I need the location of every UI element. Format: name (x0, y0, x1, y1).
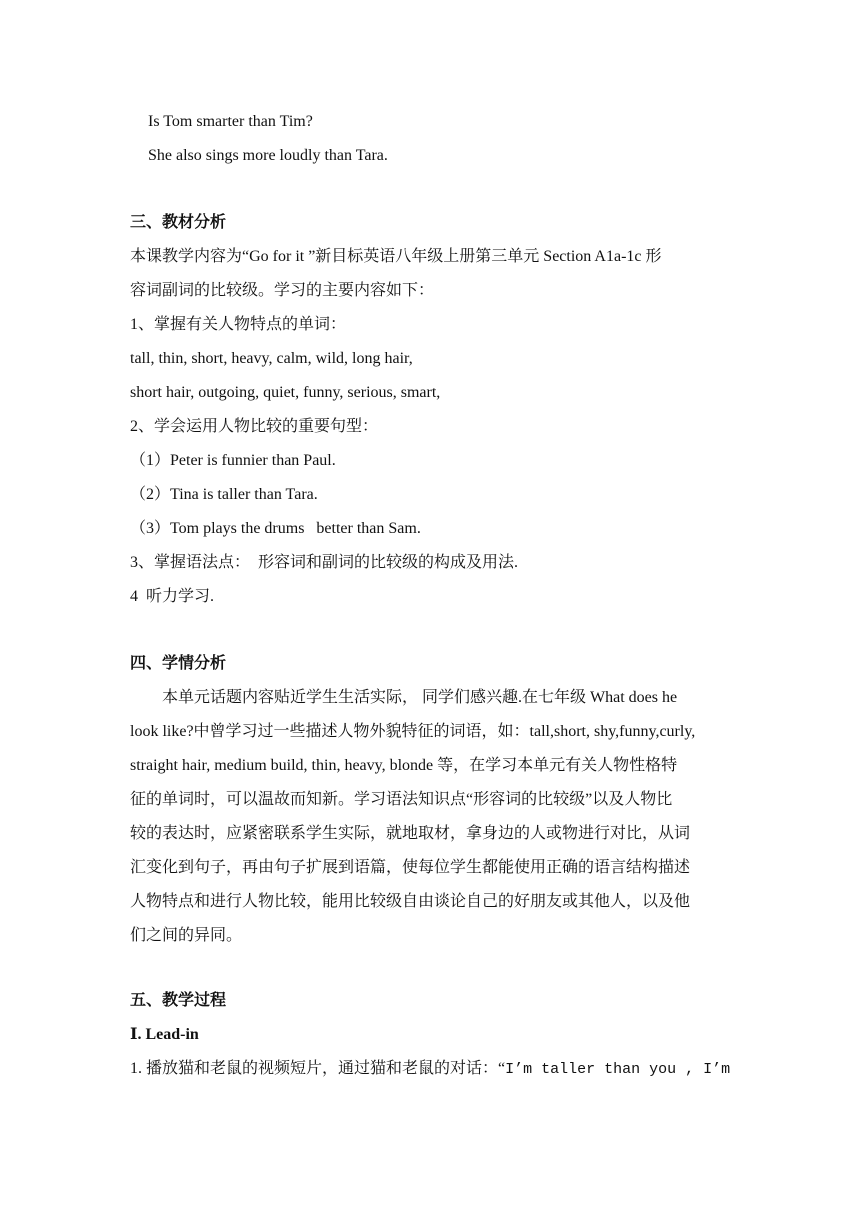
section4-paragraph-line: 们之间的异同。 (130, 927, 243, 944)
section4-paragraph-line: 较的表达时，应紧密联系学生实际，就地取材，拿身边的人或物进行对比，从词 (130, 825, 691, 842)
section4-paragraph-line: look like?中曾学习过一些描述人物外貌特征的词语，如：tall,short, shy,funny,curly, (130, 723, 696, 740)
section3-item2-title: 2、学会运用人物比较的重要句型： (130, 418, 379, 435)
section3-intro-line1: 本课教学内容为“Go for it ”新目标英语八年级上册第三单元 Section A1a-1c 形 (130, 248, 662, 265)
example-sentence-2: She also sings more loudly than Tara. (148, 147, 388, 164)
section3-vocab-line2: short hair, outgoing, quiet, funny, serious, smart, (130, 384, 441, 401)
example-sentence-1: Is Tom smarter than Tim? (148, 113, 313, 130)
section5-subheading: Ⅰ. Lead-in (130, 1026, 199, 1043)
section4-paragraph-line: straight hair, medium build, thin, heavy, blonde 等，在学习本单元有关人物性格特 (130, 757, 678, 774)
section3-sentence3: （3）Tom plays the drums better than Sam. (130, 520, 421, 537)
section5-item1-prefix: 1. 播放猫和老鼠的视频短片，通过猫和老鼠的对话：“ (130, 1060, 506, 1077)
section3-sentence1: （1）Peter is funnier than Paul. (130, 452, 336, 469)
section3-heading: 三、教材分析 (130, 214, 227, 231)
section3-item1-title: 1、掌握有关人物特点的单词： (130, 316, 347, 333)
section3-item3: 3、掌握语法点： 形容词和副词的比较级的构成及用法. (130, 554, 519, 571)
section4-paragraph-line: 人物特点和进行人物比较，能用比较级自由谈论自己的好朋友或其他人，以及他 (130, 893, 691, 910)
section3-vocab-line1: tall, thin, short, heavy, calm, wild, long hair, (130, 350, 413, 367)
section4-heading: 四、学情分析 (130, 655, 227, 672)
section4-paragraph-line: 汇变化到句子，再由句子扩展到语篇，使每位学生都能使用正确的语言结构描述 (130, 859, 691, 876)
section5-item1-quote: I’m taller than you , I’m (505, 1061, 731, 1078)
section4-paragraph-line: 本单元话题内容贴近学生生活实际， 同学们感兴趣.在七年级 What does he (162, 689, 678, 706)
section5-item1 (130, 1059, 730, 1080)
section3-intro-line2: 容词副词的比较级。学习的主要内容如下： (130, 282, 435, 299)
section3-item4: 4 听力学习. (130, 588, 215, 605)
section3-sentence2: （2）Tina is taller than Tara. (130, 486, 318, 503)
section5-heading: 五、教学过程 (130, 992, 227, 1009)
section4-paragraph-line: 征的单词时，可以温故而知新。学习语法知识点“形容词的比较级”以及人物比 (130, 791, 673, 808)
